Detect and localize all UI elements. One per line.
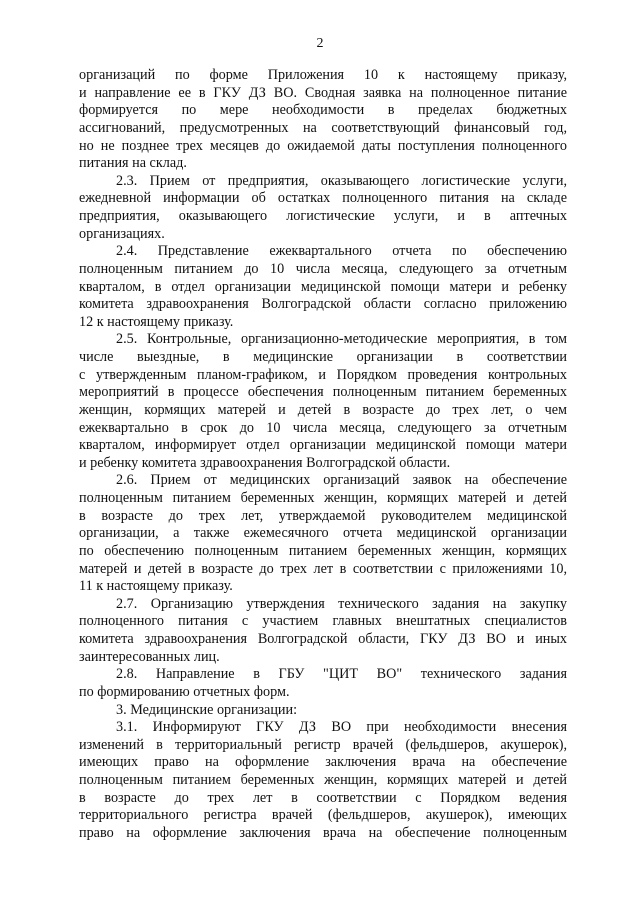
text-line: 2.8. Направление в ГБУ "ЦИТ ВО" технического задания — [116, 666, 567, 683]
text-line: питания на склад. — [79, 155, 187, 172]
text-line: и ребенку комитета здравоохранения Волгоградской области. — [79, 454, 451, 471]
text-line: полноценным питанием беременных женщин, кормящих матерей и детей — [79, 490, 567, 506]
text-line: кварталом, информирует отдел организации медицинской помощи матери — [79, 437, 567, 454]
text-line: 3.1. Информируют ГКУ ДЗ ВО при необходимости внесения — [116, 719, 567, 736]
text-line: женщин, кормящих матерей и детей в возрасте до трех лет, о чем — [79, 401, 567, 418]
text-line: матерей и детей в возрасте до трех лет в соответствии с приложениями 10, — [79, 560, 567, 577]
text-line: числе выездные, в медицинские организации в соответствии — [79, 349, 567, 365]
text-line: формируется по мере необходимости в пределах бюджетных — [79, 102, 567, 119]
text-line: ассигнований, предусмотренных на соответствующий финансовый год, — [79, 119, 567, 136]
text-line: но не позднее трех месяцев до ожидаемой даты поступления полноценного — [79, 137, 567, 154]
text-line: 2.7. Организацию утверждения технического задания на закупку — [116, 595, 567, 612]
text-line: организациях. — [79, 225, 165, 242]
text-line: территориального регистра врачей (фельдшеров, акушерок), имеющих — [79, 807, 567, 824]
text-line: полноценного питания с участием главных внештатных специалистов — [79, 613, 567, 630]
text-line: 2.4. Представление ежеквартального отчета по обеспечению — [116, 243, 567, 260]
page-number: 2 — [316, 36, 324, 51]
text-line: полноценным питанием до 10 числа месяца, следующего за отчетным — [79, 260, 567, 277]
text-line: предприятия, оказывающего логистические услуги, и в аптечных — [79, 208, 567, 224]
text-line: 2.6. Прием от медицинских организаций заявок на обеспечение — [116, 472, 567, 489]
text-line: право на оформление заключения врача на обеспечение полноценным — [79, 824, 567, 841]
text-line: по формированию отчетных форм. — [79, 683, 290, 700]
text-line: в возрасте до трех лет, утверждаемой руководителем медицинской — [79, 507, 567, 524]
text-line: кварталом, в отдел организации медицинской помощи матери и ребенку — [79, 278, 567, 295]
text-line: мероприятий в процессе обеспечения полноценным питанием беременных — [79, 384, 567, 401]
text-line: 12 к настоящему приказу. — [79, 313, 234, 330]
document-body — [79, 67, 567, 843]
text-line: 2.5. Контрольные, организационно-методические мероприятия, в том — [116, 331, 567, 348]
text-line: организаций по форме Приложения 10 к настоящему приказу, — [79, 67, 567, 83]
text-line: ежеквартально в срок до 10 числа месяца, следующего за отчетным — [79, 419, 567, 436]
text-line: организации, а также ежемесячного отчета медицинской организации — [79, 525, 567, 542]
text-line: комитета здравоохранения Волгоградской области, ГКУ ДЗ ВО и иных — [79, 631, 567, 647]
text-line: с утвержденным планом-графиком, и Порядком проведения контрольных — [79, 366, 567, 383]
text-line: и направление ее в ГКУ ДЗ ВО. Сводная заявка на полноценное питание — [79, 84, 567, 101]
text-line: ежедневной информации об остатках полноценного питания на складе — [79, 190, 567, 207]
text-line: 11 к настоящему приказу. — [79, 578, 233, 595]
text-line: полноценным питанием беременных женщин, кормящих матерей и детей — [79, 772, 567, 788]
text-line: 3. Медицинские организации: — [116, 701, 298, 718]
text-line: 2.3. Прием от предприятия, оказывающего логистические услуги, — [116, 172, 567, 189]
text-line: в возрасте до трех лет в соответствии с Порядком ведения — [79, 789, 567, 806]
text-line: имеющих право на оформление заключения врача на обеспечение — [79, 754, 567, 771]
text-line: заинтересованных лиц. — [79, 648, 220, 665]
text-line: по обеспечению полноценным питанием беременных женщин, кормящих — [79, 542, 567, 559]
text-line: комитета здравоохранения Волгоградской области согласно приложению — [79, 296, 567, 313]
text-line: изменений в территориальный регистр врачей (фельдшеров, акушерок), — [79, 736, 567, 753]
